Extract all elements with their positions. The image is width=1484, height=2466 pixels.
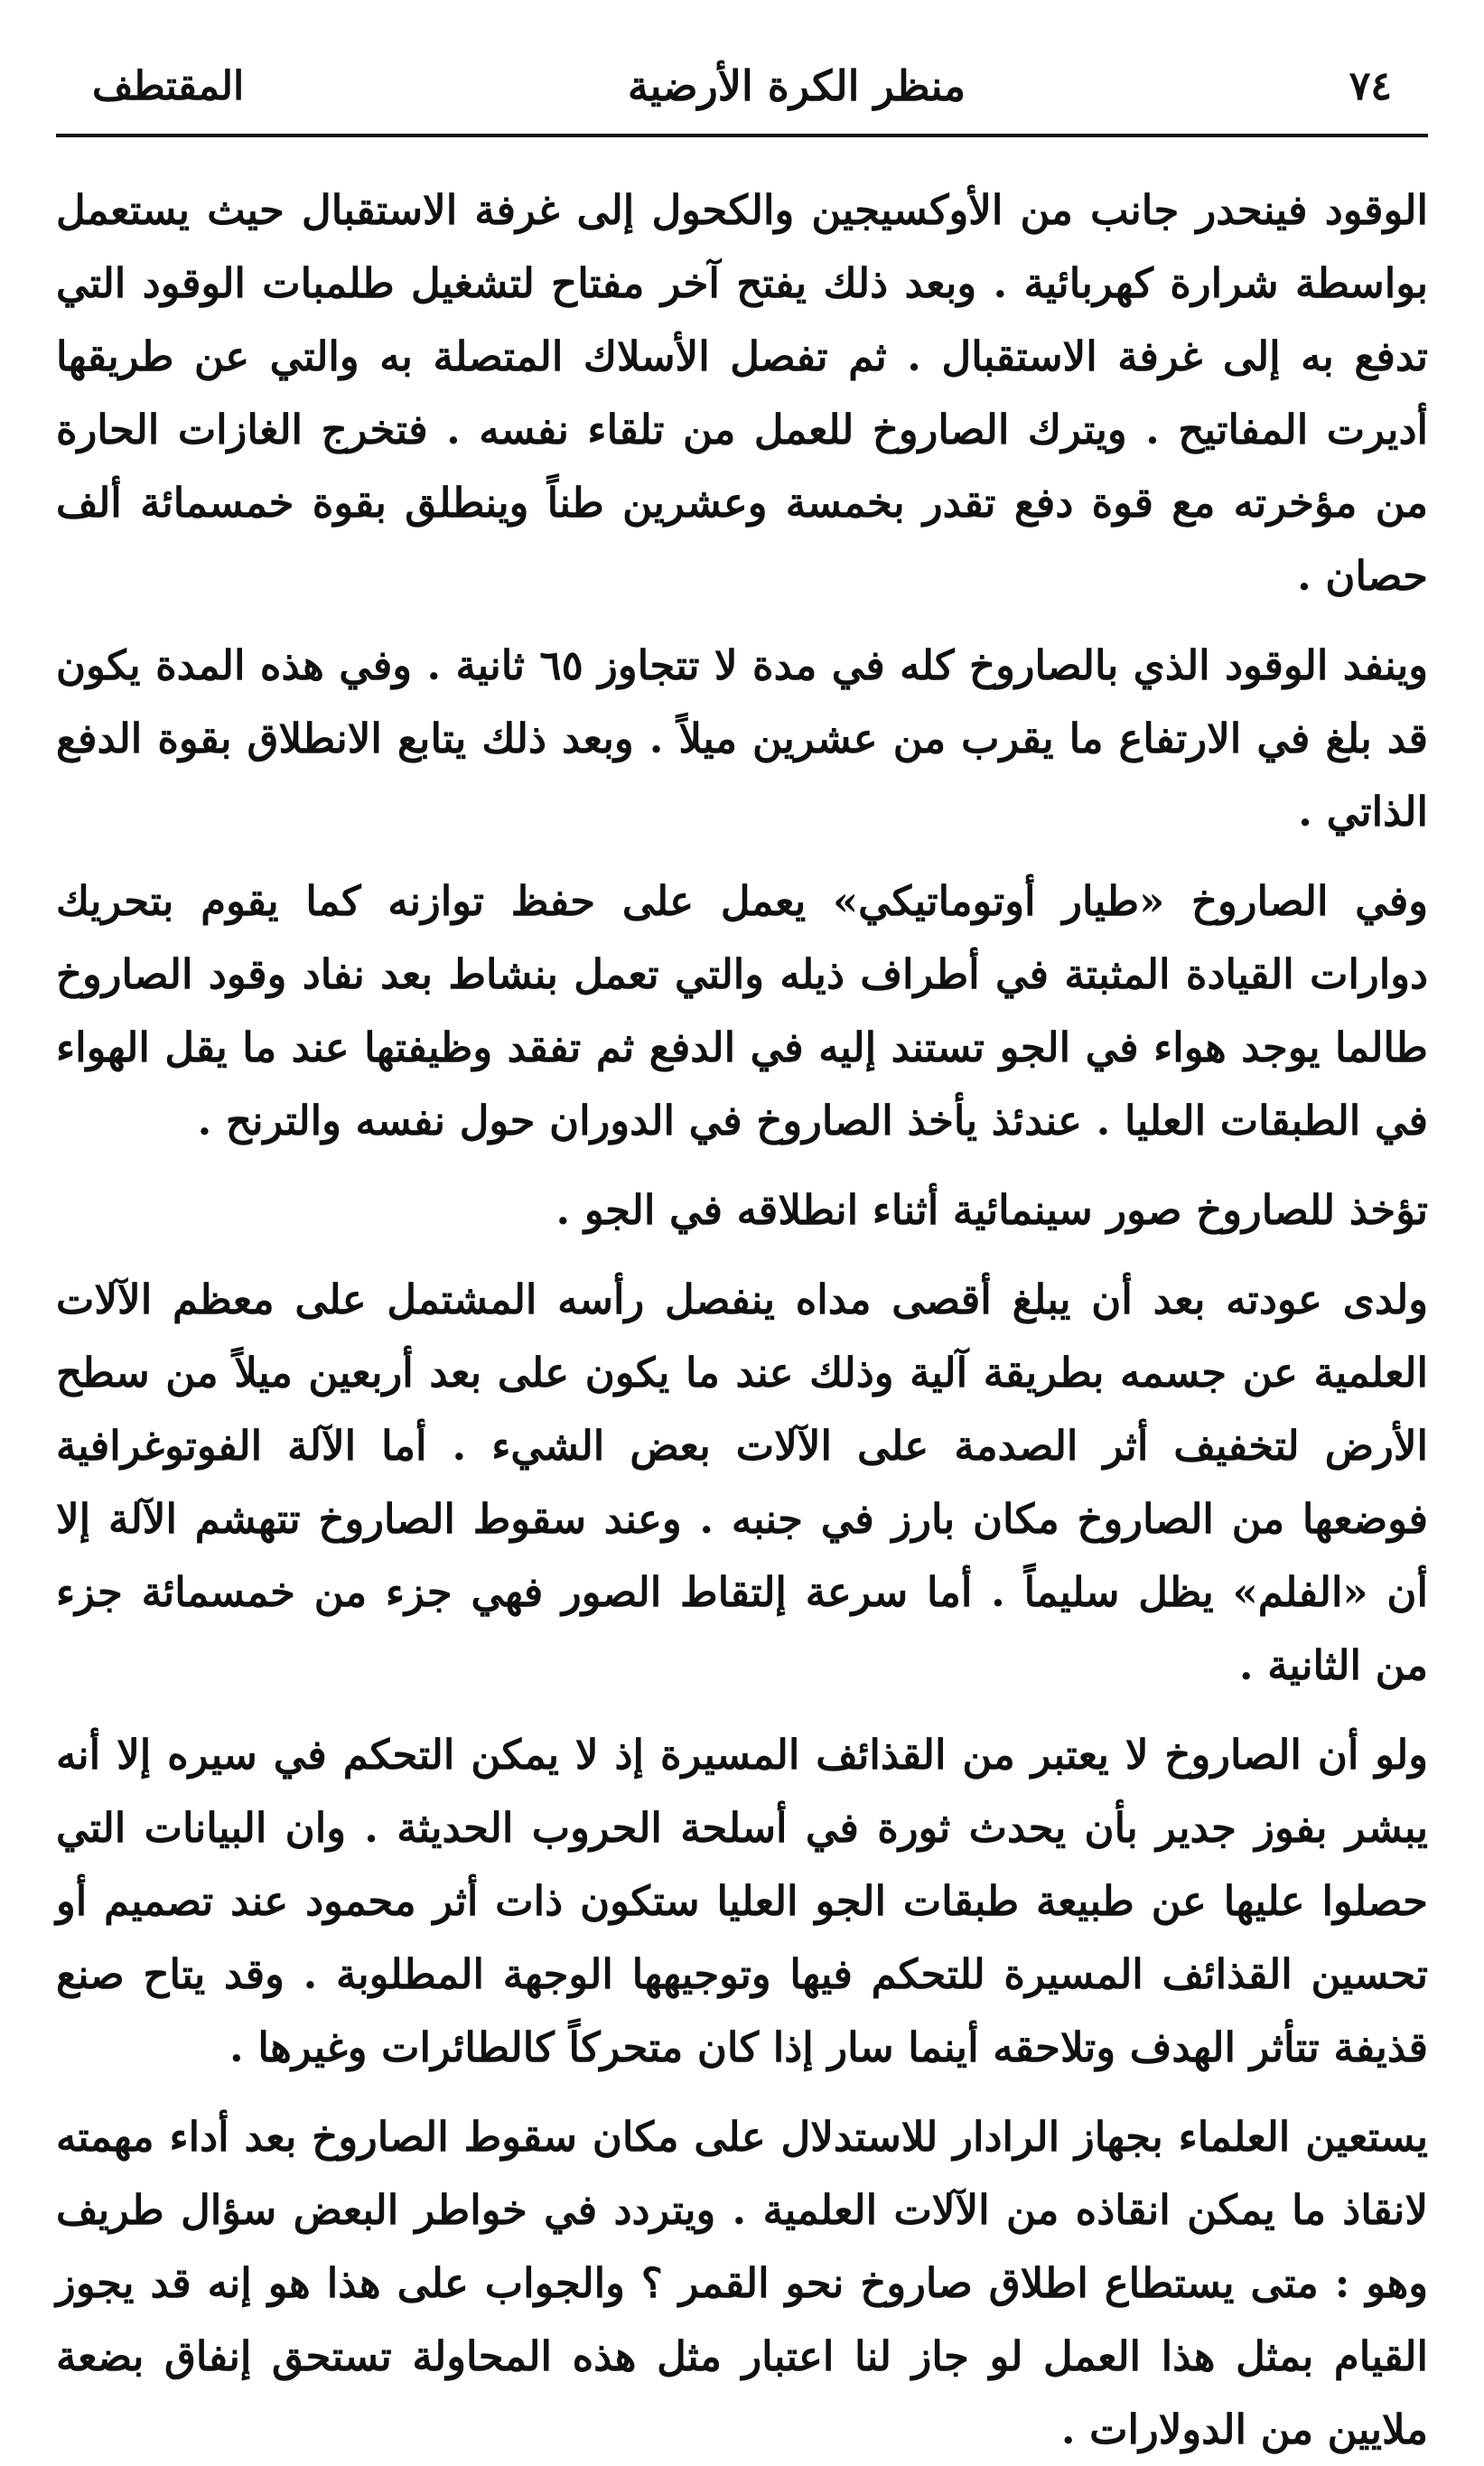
paragraph: الوقود فينحدر جانب من الأوكسيجين والكحول إلى غرفة الاستقبال حيث يستعمل بواسطة شرارة كهربائية . وبعد ذلك يفتح آخر مفتاح لتشغيل طلمبات الوقود التي تدفع به إلى غرفة الاستقبال . ثم تفصل الأسلاك المتصلة به والتي عن طريقها أديرت المفاتيح . ويترك الصاروخ للعمل من تلقاء نفسه . فتخرج الغازات الحارة من مؤخرته مع قوة دفع تقدر بخمسة وعشرين طناً وينطلق بقوة خمسمائة ألف حصان . bbox=[56, 186, 1428, 600]
page-number: ٧٤ bbox=[1349, 62, 1392, 109]
paragraph: ولو أن الصاروخ لا يعتبر من القذائف المسيرة إذ لا يمكن التحكم في سيره إلا أنه يبشر بفوز جدير بأن يحدث ثورة في أسلحة الحروب الحديثة . وان البيانات التي حصلوا عليها عن طبيعة طبقات الجو العليا ستكون ذات أثر محمود عند تصميم أو تحسين القذائف المسيرة للتحكم فيها وتوجيهها الوجهة المطلوبة . وقد يتاح صنع قذيفة تتأثر الهدف وتلاحقه أينما سار إذا كان متحركاً كالطائرات وغيرها . bbox=[56, 1731, 1428, 2071]
paragraph: يستعين العلماء بجهاز الرادار للاستدلال على مكان سقوط الصاروخ بعد أداء مهمته لانقاذ ما يمكن انقاذه من الآلات العلمية . ويتردد في خواطر البعض سؤال طريف وهو : متى يستطاع اطلاق صاروخ نحو القمر ؟ والجواب على هذا هو إنه قد يجوز القيام بمثل هذا العمل لو جاز لنا اعتبار مثل هذه المحاولة تستحق إنفاق بضعة ملايين من الدولارات . bbox=[56, 2113, 1428, 2453]
paragraph: ولدى عودته بعد أن يبلغ أقصى مداه ينفصل رأسه المشتمل على معظم الآلات العلمية عن جسمه بطريقة آلية وذلك عند ما يكون على بعد أربعين ميلاً من سطح الأرض لتخفيف أثر الصدمة على الآلات بعض الشيء . أما الآلة الفوتوغرافية فوضعها من الصاروخ مكان بارز في جنبه . وعند سقوط الصاروخ تتهشم الآلة إلا أن «الفلم» يظل سليماً . أما سرعة إلتقاط الصور فهي جزء من خمسمائة جزء من الثانية . bbox=[56, 1275, 1428, 1689]
running-title: منظر الكرة الأرضية bbox=[627, 61, 966, 110]
paragraph: وفي الصاروخ «طيار أوتوماتيكي» يعمل على حفظ توازنه كما يقوم بتحريك دوارات القيادة المثبتة في أطراف ذيله والتي تعمل بنشاط بعد نفاد وقود الصاروخ طالما يوجد هواء في الجو تستند إليه في الدفع ثم تفقد وظيفتها عند ما يقل الهواء في الطبقات العليا . عندئذ يأخذ الصاروخ في الدوران حول نفسه والترنح . bbox=[56, 877, 1428, 1144]
journal-name: المقتطف bbox=[92, 62, 245, 109]
paragraph: تؤخذ للصاروخ صور سينمائية أثناء انطلاقه في الجو . bbox=[555, 1186, 1428, 1234]
page-header bbox=[56, 54, 1428, 117]
article-body bbox=[56, 173, 1428, 2466]
header-rule bbox=[56, 134, 1428, 137]
paragraph: وينفد الوقود الذي بالصاروخ كله في مدة لا تتجاوز ٦٥ ثانية . وفي هذه المدة يكون قد بلغ في الارتفاع ما يقرب من عشرين ميلاً . وبعد ذلك يتابع الانطلاق بقوة الدفع الذاتي . bbox=[56, 641, 1429, 836]
